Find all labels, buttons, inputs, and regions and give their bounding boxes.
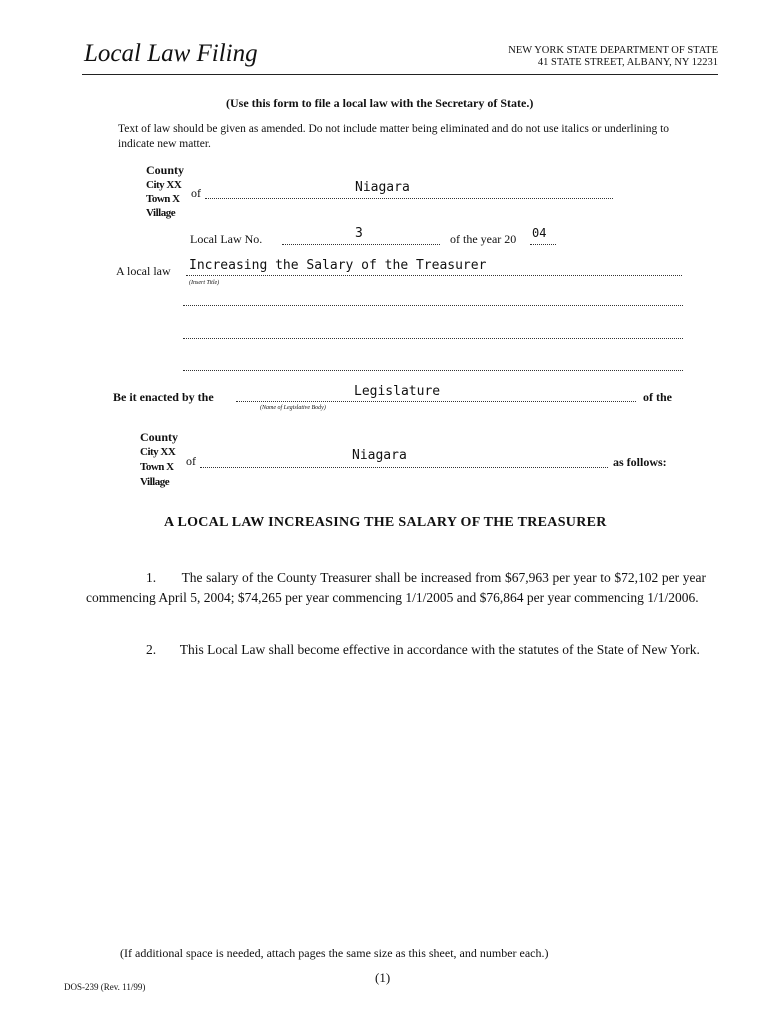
section-1-text: The salary of the County Treasurer shall be increased from $67,963 per year to $72,102 per year commencing April 5, 2004; $74,265 per year commencing 1/1/2005 and $76,864 per year commencing 1/1/2006. [86, 570, 707, 605]
municipality-name-2: Niagara [352, 448, 407, 463]
as-follows-label: as follows: [613, 455, 667, 469]
of-label: of [191, 186, 201, 200]
title-line-4 [183, 370, 683, 371]
local-law-number: 3 [355, 226, 363, 241]
of-the-label: of the [643, 390, 672, 404]
county-label: County [146, 163, 185, 177]
form-title: Local Law Filing [84, 40, 258, 67]
municipality-name-line [205, 198, 613, 199]
title-line-3 [183, 338, 683, 339]
form-instruction: (Use this form to file a local law with the Secretary of State.) [226, 96, 534, 110]
department-name: NEW YORK STATE DEPARTMENT OF STATE [508, 45, 718, 56]
legislative-body-line [236, 401, 636, 402]
insert-title-caption: (Insert Title) [189, 280, 220, 286]
text-note: Text of law should be given as amended. Do not include matter being eliminated and do not use italics or underlining to indicate new matter. [118, 123, 670, 150]
of-label-2: of [186, 454, 196, 468]
legislative-body: Legislature [354, 384, 441, 399]
form-number: DOS-239 (Rev. 11/99) [64, 982, 146, 992]
year-line [530, 244, 556, 245]
page-number: (1) [375, 970, 391, 985]
village-struck-2: Village [140, 476, 170, 488]
local-law-number-label: Local Law No. [190, 232, 263, 246]
title-line-2 [183, 305, 683, 306]
legislative-body-caption: (Name of Legislative Body) [260, 405, 326, 411]
local-law-number-line [282, 244, 440, 245]
county-label-2: County [140, 430, 179, 444]
local-law-label: A local law [116, 264, 171, 278]
header-rule [82, 74, 718, 75]
municipality-name: Niagara [355, 180, 410, 195]
year-label: of the year 20 [450, 232, 517, 246]
year-value: 04 [532, 226, 547, 240]
local-law-title: Increasing the Salary of the Treasurer [189, 258, 487, 273]
additional-space-note: (If additional space is needed, attach pages the same size as this sheet, and number each.) [120, 946, 549, 960]
enacted-label: Be it enacted by the [113, 390, 214, 404]
section-2-text: This Local Law shall become effective in accordance with the statutes of the State of New York. [179, 642, 700, 657]
department-street: 41 STATE STREET, ALBANY, NY 12231 [537, 57, 718, 68]
city-struck-2: City XX [140, 446, 176, 458]
section-2-number: 2. [146, 642, 157, 657]
village-struck: Village [146, 207, 176, 219]
municipality-name-line-2 [200, 467, 608, 468]
section-1-number: 1. [146, 570, 157, 585]
city-struck: City XX [146, 179, 182, 191]
section-2 [86, 640, 706, 660]
law-heading: A LOCAL LAW INCREASING THE SALARY OF THE TREASURER [164, 515, 607, 530]
section-1 [86, 568, 706, 608]
town-struck-2: Town X [140, 461, 174, 473]
title-line [186, 275, 682, 276]
town-struck: Town X [146, 193, 180, 205]
department-address [508, 45, 718, 69]
